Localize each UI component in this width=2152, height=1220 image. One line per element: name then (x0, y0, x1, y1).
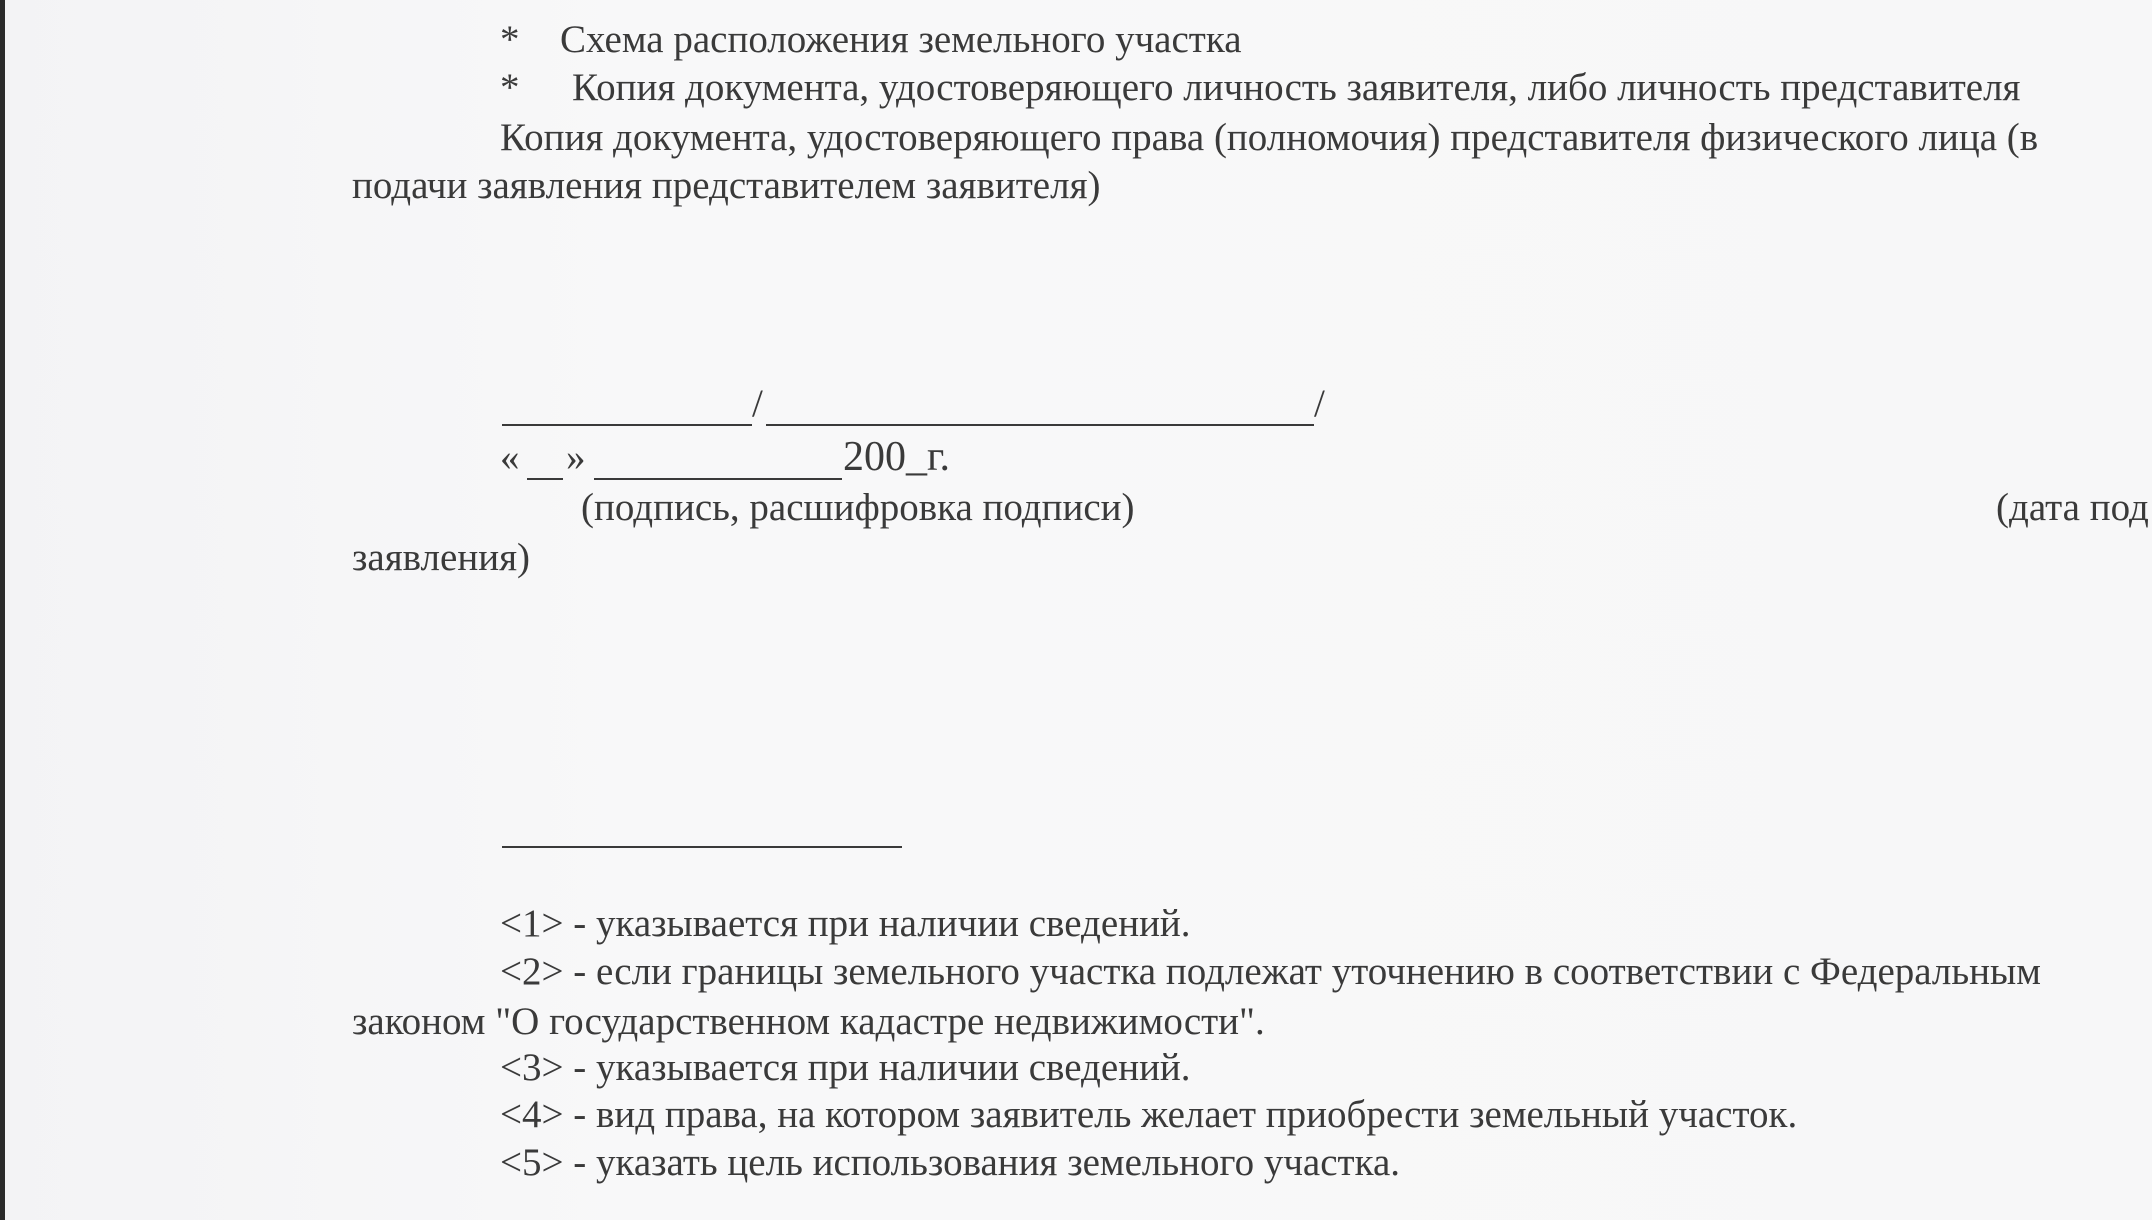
attachment-item-id-copy (500, 68, 2020, 107)
signature-slash-1: / (752, 382, 763, 425)
attachment-item-scheme (500, 20, 1242, 59)
footnote-2-continued: законом "О государственном кадастре недвижимости". (352, 1000, 1265, 1043)
date-close-quote: » (566, 436, 586, 479)
signature-decode-blank (766, 424, 1314, 426)
footnote-4: <4> - вид права, на котором заявитель желает приобрести земельный участок. (500, 1093, 1798, 1136)
date-open-quote: « (500, 436, 520, 479)
date-month-blank (594, 478, 842, 480)
attachment-item-text: Схема расположения земельного участка (560, 18, 1242, 61)
date-year: 200_г. (843, 434, 950, 480)
caption-date: (дата под (1996, 486, 2149, 529)
caption-date-continued: заявления) (352, 536, 530, 579)
signature-blank (502, 424, 752, 426)
caption-signature: (подпись, расшифровка подписи) (581, 486, 1135, 529)
footnote-5: <5> - указать цель использования земельного участка. (500, 1141, 1401, 1184)
footnote-2: <2> - если границы земельного участка подлежат уточнению в соответствии с Федеральным (500, 950, 2041, 993)
attachment-item-text: Копия документа, удостоверяющего личность заявителя, либо личность представителя (572, 66, 2021, 109)
page-edge-shadow (0, 0, 5, 1220)
bullet-star: * (500, 18, 520, 61)
bullet-star: * (500, 66, 520, 109)
date-day-blank (527, 478, 563, 480)
signature-slash-2: / (1314, 382, 1325, 425)
footnote-1: <1> - указывается при наличии сведений. (500, 902, 1191, 945)
rep-doc-line-2: подачи заявления представителем заявителя) (352, 164, 1101, 207)
footnote-3: <3> - указывается при наличии сведений. (500, 1046, 1191, 1089)
rep-doc-line-1: Копия документа, удостоверяющего права (полномочия) представителя физического лица (в (500, 116, 2039, 159)
footnote-separator (502, 846, 902, 848)
